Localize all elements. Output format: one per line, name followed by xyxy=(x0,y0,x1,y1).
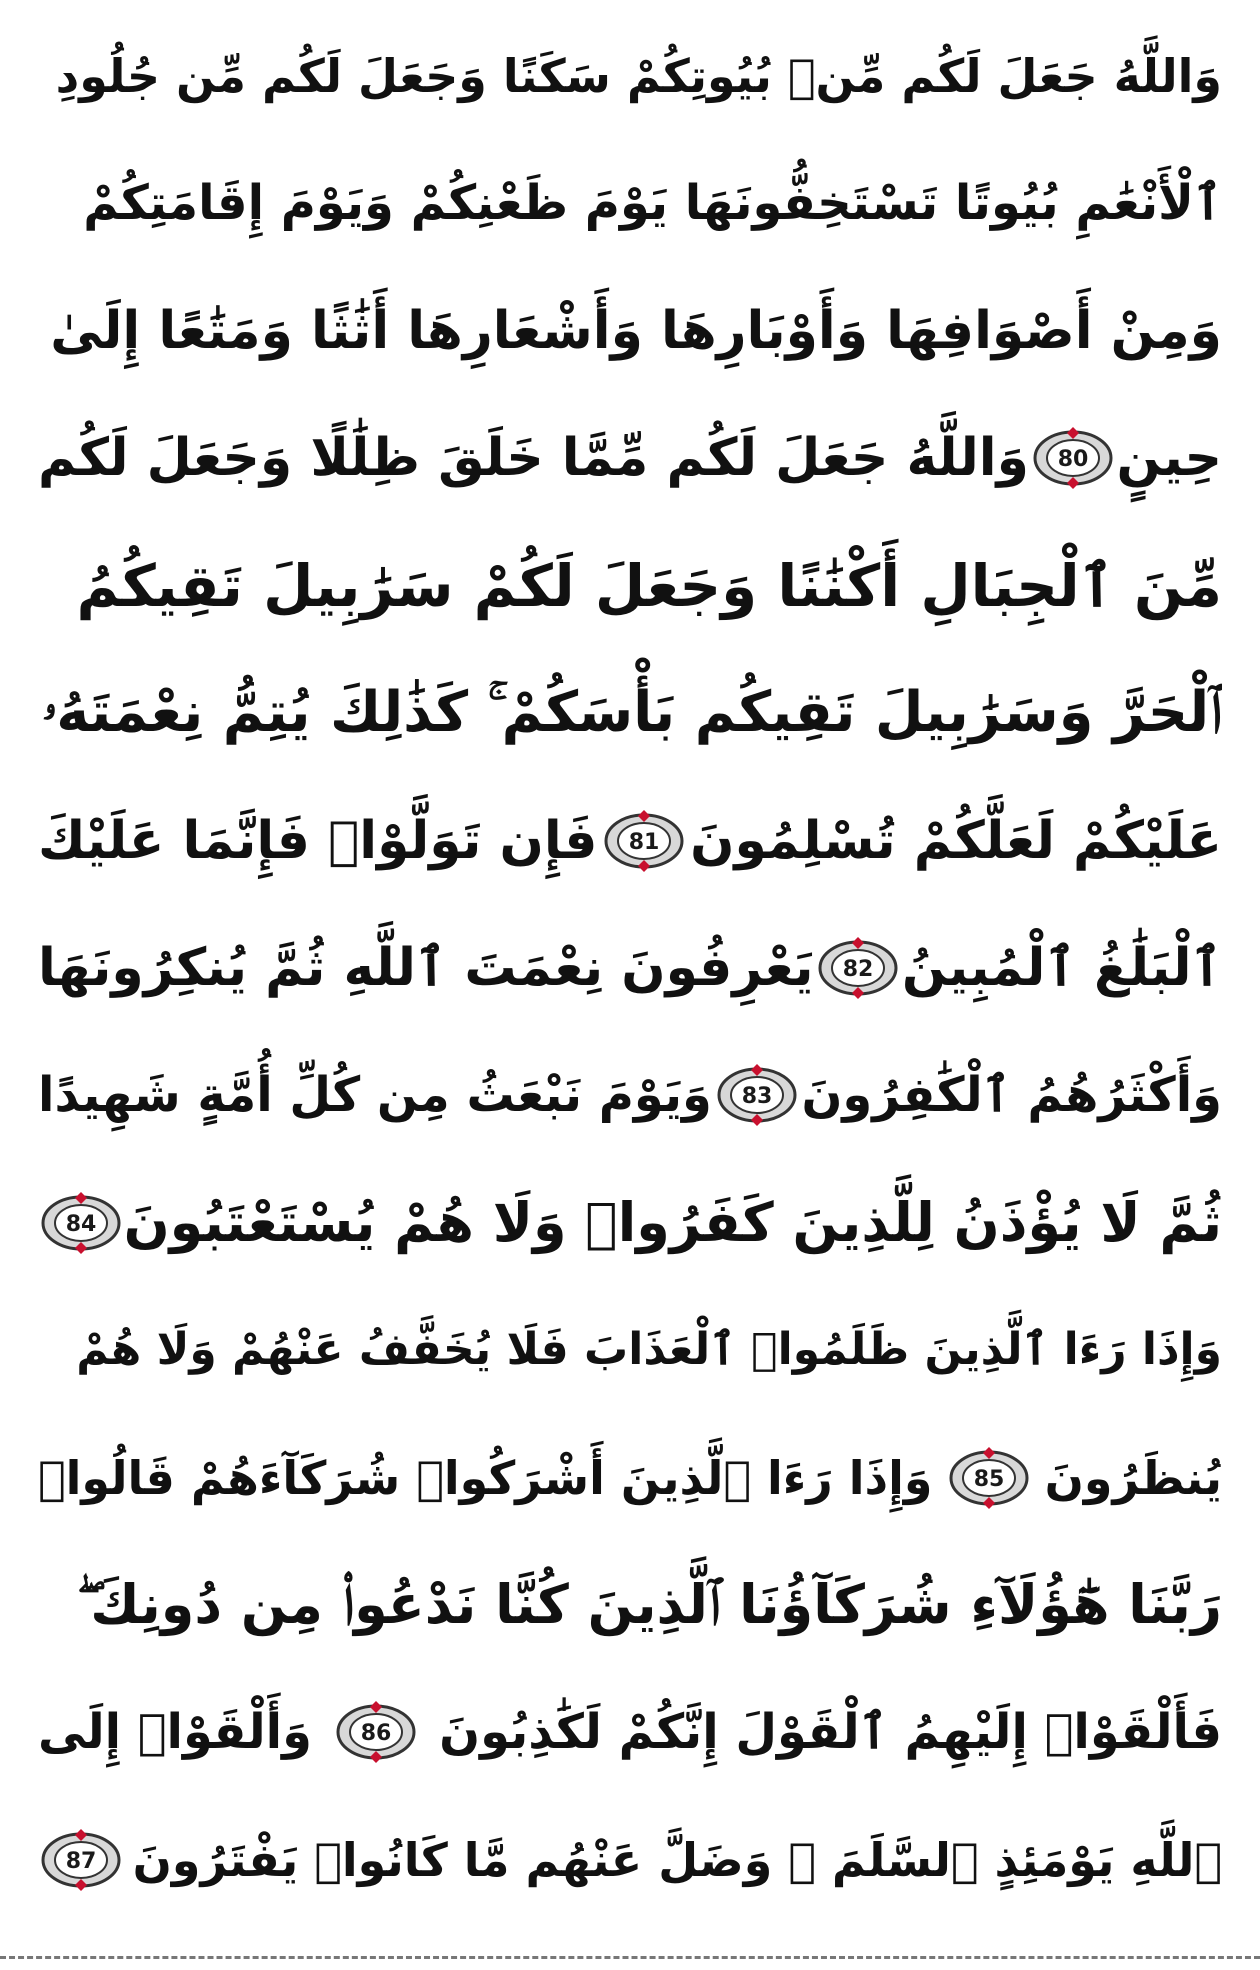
ayah-number-marker xyxy=(1030,426,1116,490)
verse-line xyxy=(38,655,1222,771)
verse-text: رَبَّنَا هَٰٓؤُلَآءِ شُرَكَآؤُنَا ٱلَّذِينَ كُنَّا نَدْعُوا۟ مِن دُونِكَ ۖ xyxy=(76,1573,1222,1637)
verse-text: يَعْرِفُونَ نِعْمَتَ ٱللَّهِ ثُمَّ يُنكِرُونَهَا xyxy=(38,937,814,998)
verse-text: وَاللَّهُ جَعَلَ لَكُم مِّمَّا خَلَقَ ظِلَٰلًا وَجَعَلَ لَكُم xyxy=(38,428,1029,489)
verse-line xyxy=(38,1037,1222,1153)
verse-line xyxy=(38,1292,1222,1408)
verse-line xyxy=(38,145,1222,261)
verse-text: وَمِنْ أَصْوَافِهَا وَأَوْبَارِهَا وَأَشْعَارِهَا أَثَٰثًا وَمَتَٰعًا إِلَىٰ xyxy=(50,300,1222,361)
verse-text: وَإِذَا رَءَا ٱلَّذِينَ ظَلَمُوا۟ ٱلْعَذَابَ فَلَا يُخَفَّفُ عَنْهُمْ وَلَا هُمْ xyxy=(76,1324,1222,1376)
ayah-number-marker xyxy=(714,1063,800,1127)
verse-line xyxy=(38,1802,1222,1918)
ayah-number: 82 xyxy=(842,956,873,982)
verse-text: وَاللَّهُ جَعَلَ لَكُم مِّنۢ بُيُوتِكُمْ سَكَنًا وَجَعَلَ لَكُم مِّن جُلُودِ xyxy=(55,49,1222,103)
verse-line xyxy=(38,273,1222,389)
ayah-number-marker xyxy=(38,1191,124,1255)
verse-text: وَأَكْثَرُهُمُ ٱلْكَٰفِرُونَ xyxy=(801,1067,1222,1124)
verse-text: فَأَلْقَوْا۟ إِلَيْهِمُ ٱلْقَوْلَ إِنَّكُمْ لَكَٰذِبُونَ xyxy=(439,1704,1222,1761)
ayah-number-marker xyxy=(601,809,687,873)
ayah-number-marker xyxy=(815,936,901,1000)
ayah-number: 87 xyxy=(65,1848,97,1874)
ayah-ornament-icon xyxy=(714,1063,800,1127)
ayah-number: 83 xyxy=(741,1084,772,1110)
verse-text: ٱلْبَلَٰغُ ٱلْمُبِينُ xyxy=(901,937,1222,998)
page-bottom-rule xyxy=(0,1956,1260,1959)
verse-lines xyxy=(38,18,1222,1918)
ayah-ornament-icon xyxy=(946,1446,1032,1510)
ayah-number: 84 xyxy=(65,1211,96,1237)
verse-line xyxy=(38,1420,1222,1536)
verse-line xyxy=(38,18,1222,134)
ayah-ornament-icon xyxy=(38,1828,124,1892)
verse-line xyxy=(38,528,1222,644)
ayah-number: 86 xyxy=(360,1721,391,1747)
ayah-number: 81 xyxy=(628,829,660,855)
verse-text: عَلَيْكُمْ لَعَلَّكُمْ تُسْلِمُونَ xyxy=(690,810,1222,871)
verse-text: وَيَوْمَ نَبْعَثُ مِن كُلِّ أُمَّةٍ شَهِيدًا xyxy=(38,1067,712,1124)
verse-line xyxy=(38,1674,1222,1790)
ayah-ornament-icon xyxy=(1030,426,1116,490)
ayah-ornament-icon xyxy=(815,936,901,1000)
verse-line xyxy=(38,910,1222,1026)
verse-text: ٱلْأَنْعَٰمِ بُيُوتًا تَسْتَخِفُّونَهَا يَوْمَ ظَعْنِكُمْ وَيَوْمَ إِقَامَتِكُمْ xyxy=(83,175,1222,232)
ayah-number-marker xyxy=(38,1828,124,1892)
verse-line xyxy=(38,1547,1222,1663)
verse-text: وَأَلْقَوْا۟ إِلَى xyxy=(38,1704,312,1761)
verse-text: ٱلْحَرَّ وَسَرَٰبِيلَ تَقِيكُم بَأْسَكُمْ ۚ كَذَٰلِكَ يُتِمُّ نِعْمَتَهُۥ xyxy=(42,680,1222,746)
verse-line xyxy=(38,1165,1222,1281)
verse-text: ثُمَّ لَا يُؤْذَنُ لِلَّذِينَ كَفَرُوا۟ وَلَا هُمْ يُسْتَعْتَبُونَ xyxy=(123,1190,1222,1254)
ayah-number-marker xyxy=(946,1446,1032,1510)
ayah-ornament-icon xyxy=(601,809,687,873)
ayah-ornament-icon xyxy=(38,1191,124,1255)
ayah-number-marker xyxy=(333,1700,419,1764)
verse-text: مِّنَ ٱلْجِبَالِ أَكْنَٰنًا وَجَعَلَ لَكُمْ سَرَٰبِيلَ تَقِيكُمُ xyxy=(76,551,1222,620)
verse-text: فَإِن تَوَلَّوْا۟ فَإِنَّمَا عَلَيْكَ xyxy=(38,810,598,871)
verse-text: يُنظَرُونَ xyxy=(1044,1450,1222,1505)
verse-text: وَإِذَا رَءَا ٱلَّذِينَ أَشْرَكُوا۟ شُرَكَآءَهُمْ قَالُوا۟ xyxy=(38,1450,933,1505)
verse-text: حِينٍ xyxy=(1116,428,1222,489)
verse-line xyxy=(38,400,1222,516)
verse-text: ٱللَّهِ يَوْمَئِذٍ ٱلسَّلَمَ ۖ وَضَلَّ عَنْهُم مَّا كَانُوا۟ يَفْتَرُونَ xyxy=(132,1832,1222,1887)
verse-line xyxy=(38,783,1222,899)
ayah-number: 80 xyxy=(1057,447,1089,473)
ayah-number: 85 xyxy=(973,1466,1004,1492)
ayah-ornament-icon xyxy=(333,1700,419,1764)
